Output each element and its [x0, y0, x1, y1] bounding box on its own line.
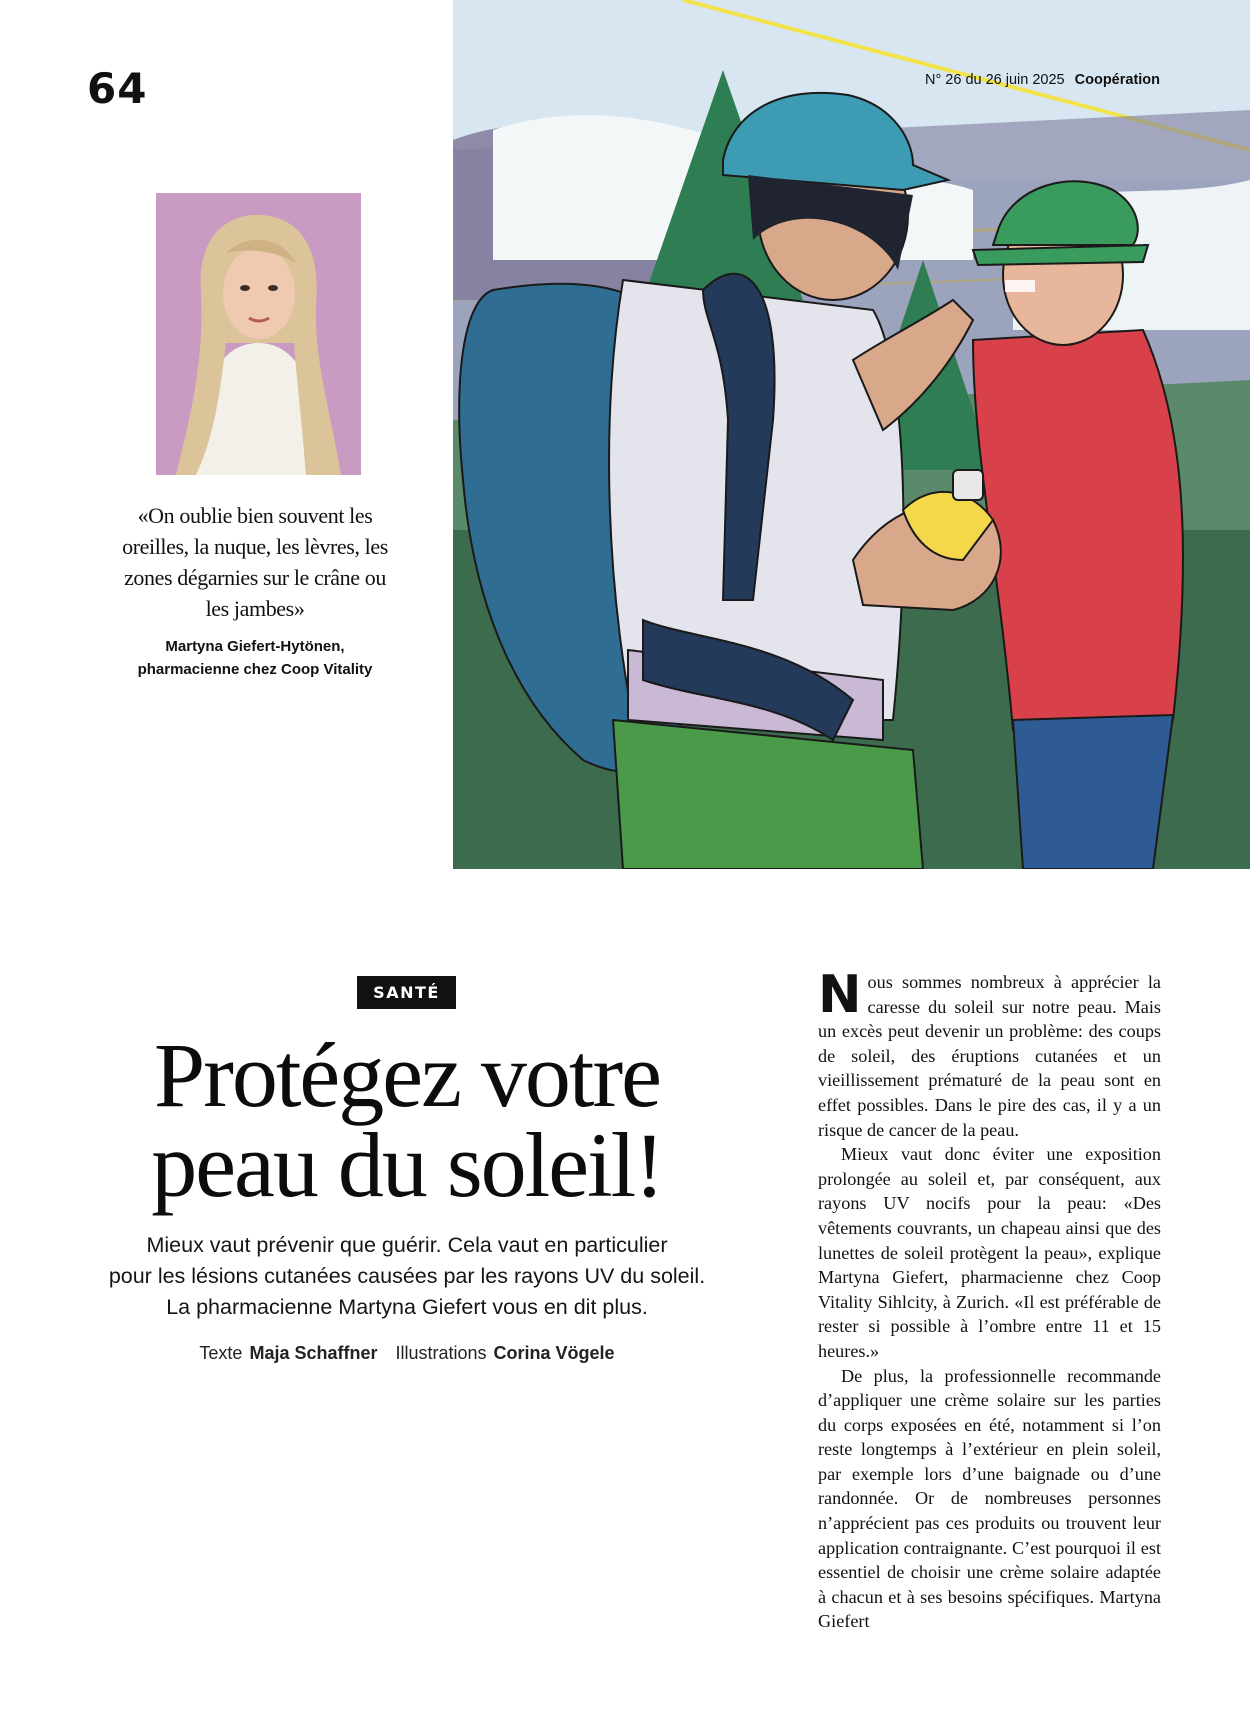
- credit-illustrations-label: Illustrations: [395, 1343, 487, 1363]
- lead-line: Mieux vaut prévenir que guérir. Cela vaut en particulier: [146, 1233, 668, 1257]
- lead-line: La pharmacienne Martyna Giefert vous en dit plus.: [166, 1295, 648, 1319]
- quote-author-role: pharmacienne chez Coop Vitality: [137, 661, 373, 678]
- credit-text-label: Texte: [199, 1343, 243, 1363]
- body-paragraph: De plus, la professionnelle recommande d’appliquer une crème solaire sur les parties du corps exposées en été, notamment si l’on reste longtemps à l’extérieur en plein soleil, par exemple lors d’une baignade ou d’une randonnée. Or de nombreuses personnes n’apprécient pas ces produits ou trouvent leur application contraignante. C’est pourquoi il est essentiel de choisir une crème solaire adaptée à chacun et à ses besoins spécifiques. Martyna Giefert: [818, 1365, 1161, 1632]
- hero-illustration: [453, 0, 1250, 869]
- rubric-badge: SANTÉ: [357, 976, 456, 1009]
- quote-author-name: Martyna Giefert-Hytönen,: [165, 638, 345, 655]
- body-paragraph-text: ous sommes nombreux à apprécier la caresse du soleil sur notre peau. Mais un excès peut devenir un problème: des coups de soleil, des éruptions cutanées et un vieillissement prématuré de la peau sont en effet possibles. Dans le pire des cas, il y a un risque de cancer de la peau.: [818, 972, 1161, 1140]
- page-number: 64: [87, 64, 148, 113]
- issue-date: N° 26 du 26 juin 2025: [925, 72, 1065, 88]
- article-title: [96, 1024, 718, 1216]
- drop-cap: N: [818, 965, 862, 1025]
- credit-text-author: Maja Schaffner: [249, 1343, 378, 1363]
- article-title-line: Protégez votre: [154, 1024, 660, 1126]
- lead-line: pour les lésions cutanées causées par les rayons UV du soleil.: [108, 1264, 706, 1288]
- pull-quote: «On oublie bien souvent les oreilles, la nuque, les lèvres, les zones dégarnies sur le crâne ou les jambes»: [122, 503, 388, 621]
- article-body: [818, 965, 1161, 1634]
- article-credits: [96, 1343, 718, 1364]
- publication-name: Coopération: [1074, 72, 1161, 88]
- body-paragraph: Mieux vaut donc éviter une exposition prolongée au soleil et, par conséquent, aux rayons UV nocifs pour la peau: «Des vêtements couvrants, un chapeau ainsi que des lunettes de soleil protègent la peau», explique Martyna Giefert, pharmacienne chez Coop Vitality Sihlcity, à Zurich. «Il est préférable de rester si possible à l’ombre entre 11 et 15 heures.»: [818, 1144, 1161, 1361]
- body-paragraph: [818, 965, 1161, 1142]
- credit-illustrations-author: Corina Vögele: [493, 1343, 615, 1363]
- masthead: [925, 72, 1160, 88]
- quote-attribution: [110, 635, 400, 681]
- article-lead: [96, 1230, 718, 1323]
- hiking-sunscreen-illustration-icon: [453, 0, 1250, 869]
- portrait-photo: [156, 193, 361, 475]
- portrait-photo-icon: [156, 193, 361, 475]
- article-title-line: peau du soleil!: [151, 1114, 663, 1216]
